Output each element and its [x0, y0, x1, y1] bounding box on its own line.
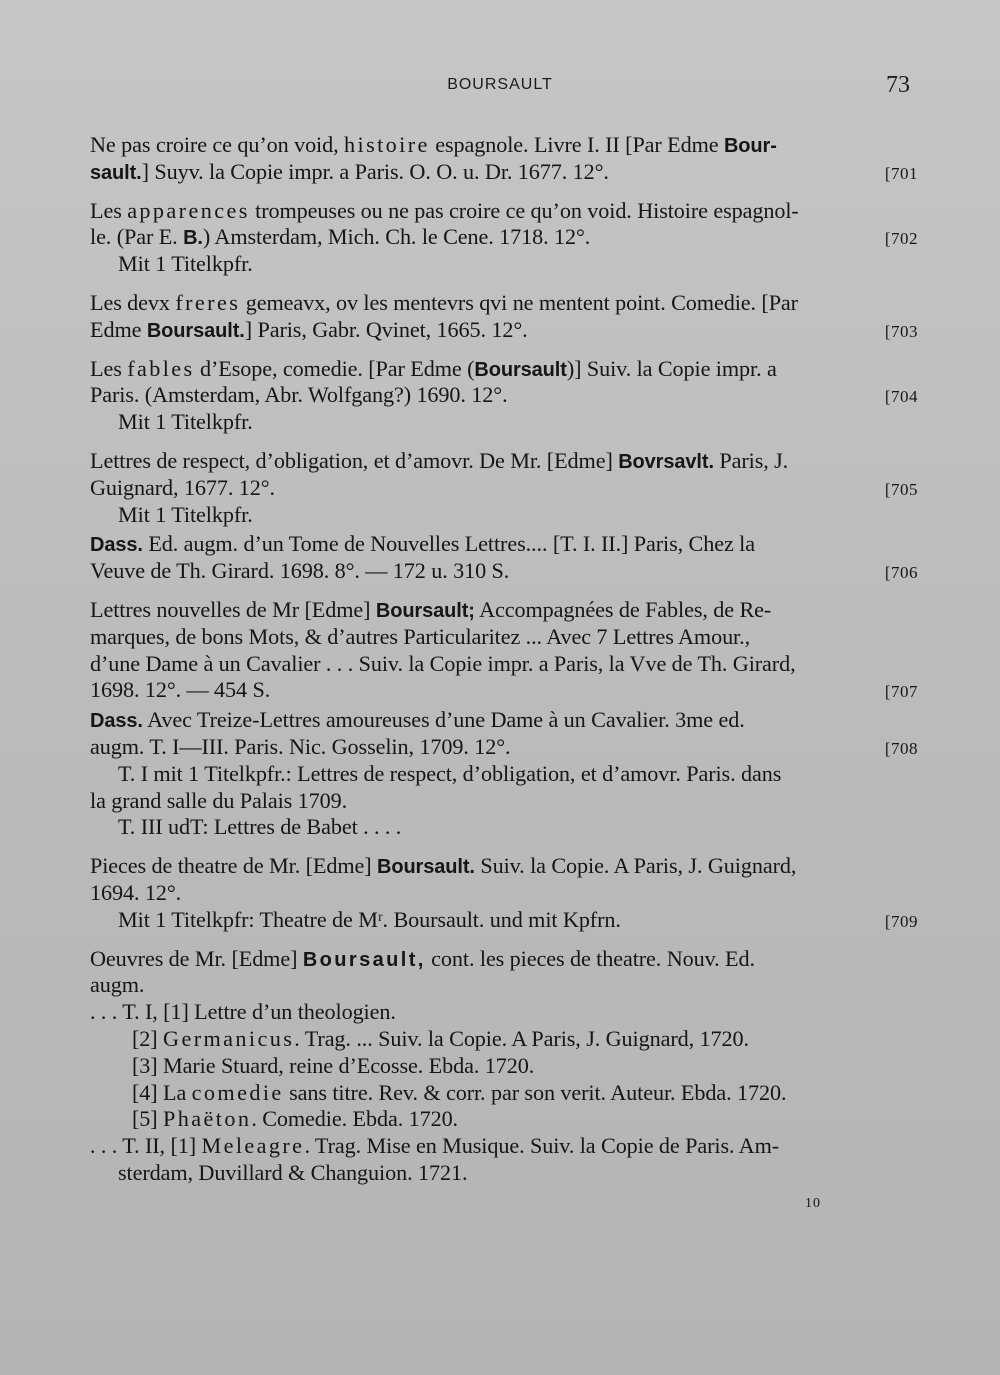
entry-708 [90, 707, 918, 841]
entry-number: [703 [884, 321, 918, 341]
entry-702 [90, 198, 918, 278]
author-name: Boursault [474, 358, 567, 381]
entry-707 [90, 597, 918, 704]
entry-note: T. I mit 1 Titelkpfr.: Lettres de respect, d’obligation, et d’amovr. Paris. dans [118, 760, 782, 786]
signature-folio: 10 [805, 1196, 821, 1211]
author-name: Boursault. [376, 856, 475, 879]
entry-line: Pieces de theatre de Mr. [Edme] Boursault. Suiv. la Copie. A Paris, J. Guignard, [90, 853, 797, 879]
entry-line: augm. [90, 972, 145, 998]
author-name: sault. [90, 161, 142, 184]
entry-oeuvres [90, 946, 918, 1187]
entry-line: sault.] Suyv. la Copie impr. a Paris. O. O. u. Dr. 1677. 12°. [701 [90, 159, 918, 186]
entry-line: Veuve de Th. Girard. 1698. 8°. — 172 u. 310 S. [706 [90, 558, 918, 585]
entry-line: Edme Boursault.] Paris, Gabr. Qvinet, 1665. 12°. [703 [90, 317, 918, 344]
page-number: 73 [886, 72, 910, 98]
entry-number: [706 [884, 563, 918, 583]
entry-number: [709 [884, 911, 918, 931]
entry-706 [90, 531, 918, 585]
entry-number: [704 [884, 387, 918, 407]
author-name: B. [183, 227, 203, 250]
entry-note: Mit 1 Titelkpfr: Theatre de Mʳ. Boursault. und mit Kpfrn. [709 [90, 907, 918, 934]
entry-note: la grand salle du Palais 1709. [90, 787, 348, 813]
author-name: Bour- [723, 135, 777, 157]
entry-note: Mit 1 Titelkpfr. [118, 501, 253, 527]
play-line: [4] La comedie sans titre. Rev. & corr. par son verit. Auteur. Ebda. 1720. [132, 1079, 787, 1105]
entry-note: T. III udT: Lettres de Babet . . . . [118, 814, 402, 840]
entry-line: sterdam, Duvillard & Changuion. 1721. [118, 1159, 468, 1185]
entry-line: le. (Par E. B.) Amsterdam, Mich. Ch. le Cene. 1718. 12°. [702 [90, 224, 918, 251]
author-name: Boursault. [146, 319, 245, 342]
entry-line: Dass. Avec Treize-Lettres amoureuses d’une Dame à un Cavalier. 3me ed. [90, 707, 745, 733]
entry-line: Lettres nouvelles de Mr [Edme] Boursault; Accompagnées de Fables, de Re- [90, 596, 772, 622]
entry-line: Les apparences trompeuses ou ne pas croire ce qu’on void. Histoire espagnol- [90, 197, 799, 223]
volume-line: . . . T. II, [1] Meleagre. Trag. Mise en Musique. Suiv. la Copie de Paris. Am- [90, 1133, 780, 1159]
entry-701 [90, 132, 918, 186]
entry-number: [708 [884, 738, 918, 758]
play-line: [5] Phaëton. Comedie. Ebda. 1720. [132, 1106, 459, 1132]
entry-704 [90, 356, 918, 436]
entry-line: 1694. 12°. [90, 879, 182, 905]
entry-line: Les fables d’Esope, comedie. [Par Edme (Boursault)] Suiv. la Copie impr. a [90, 355, 777, 381]
entry-line: 1698. 12°. — 454 S. [707 [90, 677, 918, 704]
author-name: Bovrsavlt. [618, 450, 714, 473]
running-head [0, 72, 1000, 102]
entry-705 [90, 448, 918, 528]
volume-line: . . . T. I, [1] Lettre d’un theologien. [90, 999, 396, 1025]
entry-line: augm. T. I—III. Paris. Nic. Gosselin, 1709. 12°. [708 [90, 734, 918, 761]
entry-number: [705 [884, 479, 918, 499]
entry-line: Paris. (Amsterdam, Abr. Wolfgang?) 1690. 12°. [704 [90, 382, 918, 409]
entry-line: Oeuvres de Mr. [Edme] Boursault, cont. les pieces de theatre. Nouv. Ed. [90, 945, 755, 971]
entry-line: Dass. Ed. augm. d’un Tome de Nouvelles Lettres.... [T. I. II.] Paris, Chez la [90, 531, 755, 557]
entry-number: [707 [884, 682, 918, 702]
running-title: BOURSAULT [447, 76, 553, 93]
author-name: Boursault, [302, 948, 426, 971]
entry-line: Ne pas croire ce qu’on void, histoire espagnole. Livre I. II [Par Edme Bour- [90, 132, 777, 157]
entry-note: Mit 1 Titelkpfr. [118, 251, 253, 277]
entry-number: [702 [884, 229, 918, 249]
author-name: Boursault; [375, 599, 475, 622]
entry-line: Guignard, 1677. 12°. [705 [90, 475, 918, 502]
dass-label: Dass. [90, 710, 143, 733]
entry-line: Lettres de respect, d’obligation, et d’amovr. De Mr. [Edme] Bovrsavlt. Paris, J. [90, 447, 789, 473]
play-line: [3] Marie Stuard, reine d’Ecosse. Ebda. 1720. [132, 1052, 535, 1078]
entry-line: d’une Dame à un Cavalier . . . Suiv. la Copie impr. a Paris, la Vve de Th. Girard, [90, 650, 796, 676]
bibliography-entries [90, 132, 918, 1199]
entry-line: Les devx freres gemeavx, ov les mentevrs qvi ne mentent point. Comedie. [Par [90, 289, 798, 315]
entry-703 [90, 290, 918, 344]
entry-line: marques, de bons Mots, & d’autres Particularitez ... Avec 7 Lettres Amour., [90, 623, 751, 649]
play-line: [2] Germanicus. Trag. ... Suiv. la Copie. A Paris, J. Guignard, 1720. [132, 1025, 749, 1051]
entry-note: Mit 1 Titelkpfr. [118, 409, 253, 435]
entry-709 [90, 853, 918, 933]
entry-number: [701 [884, 163, 918, 183]
dass-label: Dass. [90, 534, 143, 557]
